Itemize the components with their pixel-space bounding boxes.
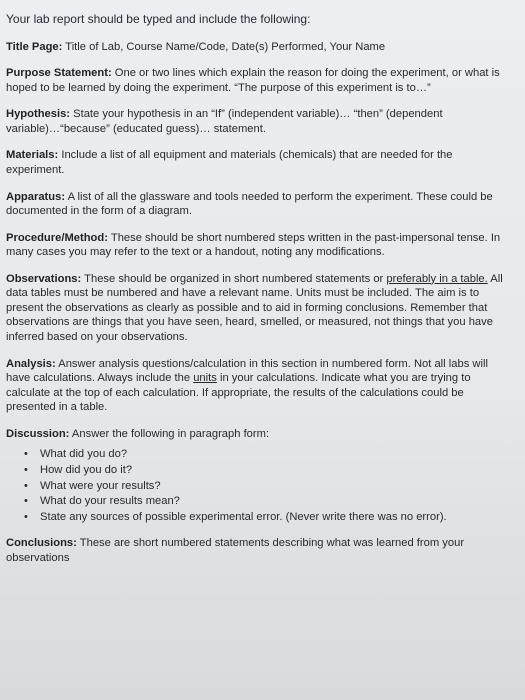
section-analysis [6,357,509,415]
bullet-icon: • [24,463,28,476]
section-text: Title of Lab, Course Name/Code, Date(s) Performed, Your Name [65,40,386,53]
list-item-text: What did you do? [40,448,128,461]
bullet-icon: • [24,510,28,523]
section-procedure [6,231,509,260]
list-item [24,494,509,509]
section-text: These are short numbered statements describing what was learned from your observations [6,537,465,564]
section-label: Observations: [6,272,82,285]
list-item [24,510,509,525]
section-purpose [6,66,509,95]
section-text: Include a list of all equipment and materials (chemicals) that are needed for the experiment. [6,149,453,176]
section-text: Answer analysis questions/calculation in this section in numbered form. Not all labs will have calculations. Always include the [6,357,488,385]
list-item [24,479,509,494]
section-text: One or two lines which explain the reason for doing the experiment, or what is hoped to be learned by doing the experiment. “The purpose of this experiment is to…” [6,67,500,94]
bullet-icon: • [24,448,28,461]
list-item-text: What were your results? [40,479,161,492]
section-label: Analysis: [6,357,56,370]
section-text: These should be short numbered steps written in the past-impersonal tense. In many cases you may refer to the text or a handout, noting any modifications. [6,231,501,259]
section-label: Hypothesis: [6,108,71,121]
bullet-icon: • [24,479,28,492]
section-label: Purpose Statement: [6,67,112,80]
section-text: State your hypothesis in an “If” (independent variable)… “then” (dependent variable)…“because” (educated guess)… statement. [6,108,443,135]
underlined-phrase: preferably in a table. [386,272,488,285]
section-label: Title Page: [6,40,63,53]
section-apparatus [6,190,509,219]
section-discussion [6,427,509,524]
list-item-text: What do your results mean? [40,495,180,508]
discussion-list [6,447,509,524]
section-observations [6,272,509,345]
section-text: A list of all the glassware and tools needed to perform the experiment. These could be documented in the form of a diagram. [6,190,493,218]
section-text: in your calculations. Indicate what you are trying to calculate at the top of each calculation. If appropriate, the results of the calculations could be presented in a table. [6,372,471,414]
list-item-text: How did you do it? [40,463,133,476]
section-materials [6,148,509,177]
section-label: Materials: [6,149,59,162]
list-item [24,447,509,462]
section-text: Answer the following in paragraph form: [71,427,270,440]
bullet-icon: • [24,495,28,508]
intro-line: Your lab report should be typed and include the following: [6,12,311,26]
section-text: These should be organized in short numbered statements or [84,272,384,285]
section-text: All data tables must be numbered and have a relevant name. Units must be included. The aim is to present the observations as clearly as possible and to aid in forming conclusions. Remember that observations are things that you have seen, heard, smelled, or measured, not things that you have inferred based on your observations. [6,272,503,344]
section-conclusions [6,536,509,565]
list-item-text: State any sources of possible experimental error. (Never write there was no error). [40,510,447,523]
section-title-page [6,40,509,55]
list-item [24,463,509,478]
section-label: Apparatus: [6,190,66,203]
underlined-phrase: units [193,372,217,385]
section-hypothesis [6,107,509,136]
section-label: Procedure/Method: [6,231,108,244]
section-label: Discussion: [6,427,70,440]
section-label: Conclusions: [6,537,77,550]
